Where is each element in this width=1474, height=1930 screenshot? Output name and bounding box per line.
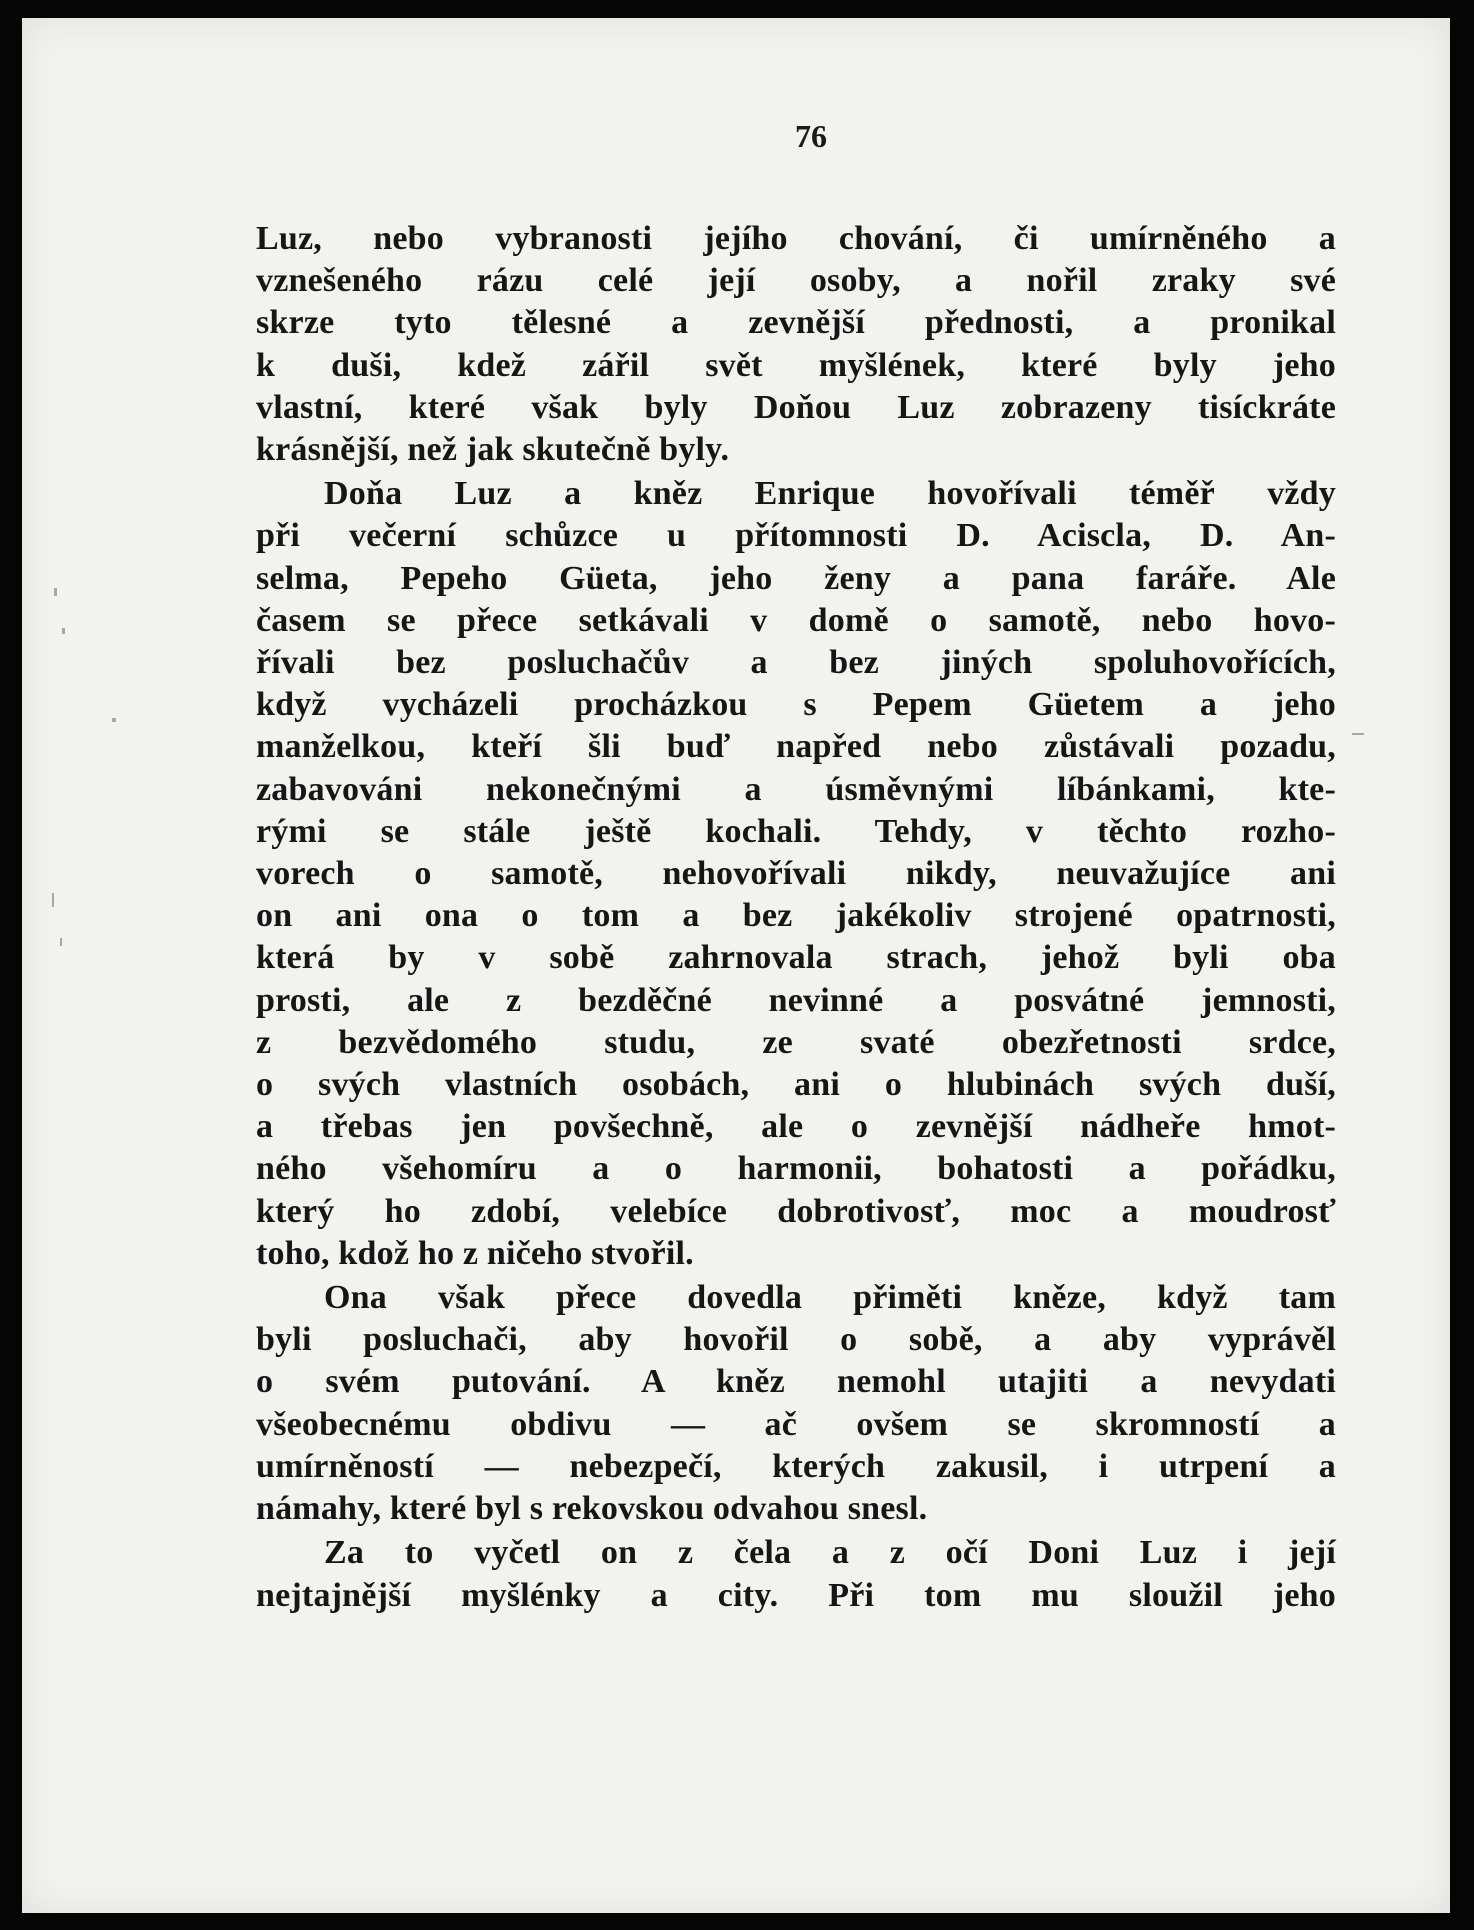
text-line: a třebas jen povšechně, ale o zevnější nádheře hmot-	[256, 1108, 1336, 1146]
text-line: o svém putování. A kněz nemohl utajiti a nevydati	[256, 1363, 1336, 1401]
text-line: skrze tyto tělesné a zevnější přednosti, a pronikal	[256, 304, 1336, 342]
text-line: který ho zdobí, velebíce dobrotivosť, moc a moudrosť	[256, 1192, 1336, 1230]
text-line: vznešeného rázu celé její osoby, a nořil zraky své	[256, 262, 1336, 300]
text-line: umírněností — nebezpečí, kterých zakusil, i utrpení a	[256, 1447, 1336, 1485]
margin-speck	[60, 938, 62, 946]
paragraph-2	[256, 473, 1336, 1275]
text-line: Doňa Luz a kněz Enrique hovořívali téměř vždy	[324, 475, 1336, 513]
text-line: všeobecnému obdivu — ač ovšem se skromností a	[256, 1405, 1336, 1443]
text-line: rými se stále ještě kochali. Tehdy, v těchto rozho-	[256, 812, 1336, 850]
text-line: Ona však přece dovedla přiměti kněze, když tam	[324, 1279, 1336, 1317]
text-line: když vycházeli procházkou s Pepem Güetem a jeho	[256, 686, 1336, 724]
page-number: 76	[795, 118, 827, 154]
margin-speck	[52, 893, 54, 907]
text-line: z bezvědomého studu, ze svaté obezřetnosti srdce,	[256, 1023, 1336, 1061]
text-line: byli posluchači, aby hovořil o sobě, a aby vyprávěl	[256, 1321, 1336, 1359]
body-text	[256, 218, 1336, 1617]
text-line: časem se přece setkávali v domě o samotě, nebo hovo-	[256, 601, 1336, 639]
paragraph-1	[256, 218, 1336, 471]
margin-speck	[1352, 733, 1364, 735]
paragraph-4	[256, 1532, 1336, 1616]
margin-speck	[54, 588, 57, 596]
margin-speck	[112, 718, 116, 722]
text-line: vlastní, které však byly Doňou Luz zobrazeny tisíckráte	[256, 388, 1336, 426]
text-line: toho, kdož ho z ničeho stvořil.	[256, 1234, 694, 1272]
margin-speck	[62, 628, 65, 634]
text-line: krásnější, než jak skutečně byly.	[256, 431, 730, 469]
text-line: nejtajnější myšlénky a city. Při tom mu sloužil jeho	[256, 1576, 1336, 1614]
text-line: o svých vlastních osobách, ani o hlubinách svých duší,	[256, 1066, 1336, 1104]
text-line: při večerní schůzce u přítomnosti D. Aciscla, D. An-	[256, 517, 1336, 555]
text-line: která by v sobě zahrnovala strach, jehož byli oba	[256, 939, 1336, 977]
text-line: zabavováni nekonečnými a úsměvnými líbánkami, kte-	[256, 770, 1336, 808]
text-line: vorech o samotě, nehovořívali nikdy, neuvažujíce ani	[256, 855, 1336, 893]
text-line: Za to vyčetl on z čela a z očí Doni Luz i její	[324, 1534, 1336, 1572]
paragraph-3	[256, 1277, 1336, 1530]
text-line: námahy, které byl s rekovskou odvahou snesl.	[256, 1490, 928, 1528]
text-line: prosti, ale z bezděčné nevinné a posvátné jemnosti,	[256, 981, 1336, 1019]
text-line: on ani ona o tom a bez jakékoliv strojené opatrnosti,	[256, 897, 1336, 935]
text-line: manželkou, kteří šli buď napřed nebo zůstávali pozadu,	[256, 728, 1336, 766]
text-line: selma, Pepeho Güeta, jeho ženy a pana faráře. Ale	[256, 559, 1336, 597]
book-page	[22, 18, 1450, 1913]
text-line: k duši, kdež zářil svět myšlének, které byly jeho	[256, 346, 1336, 384]
text-line: ného všehomíru a o harmonii, bohatosti a pořádku,	[256, 1150, 1336, 1188]
text-line: Luz, nebo vybranosti jejího chování, či umírněného a	[256, 220, 1336, 257]
text-line: řívali bez posluchačův a bez jiných spoluhovořících,	[256, 644, 1336, 682]
